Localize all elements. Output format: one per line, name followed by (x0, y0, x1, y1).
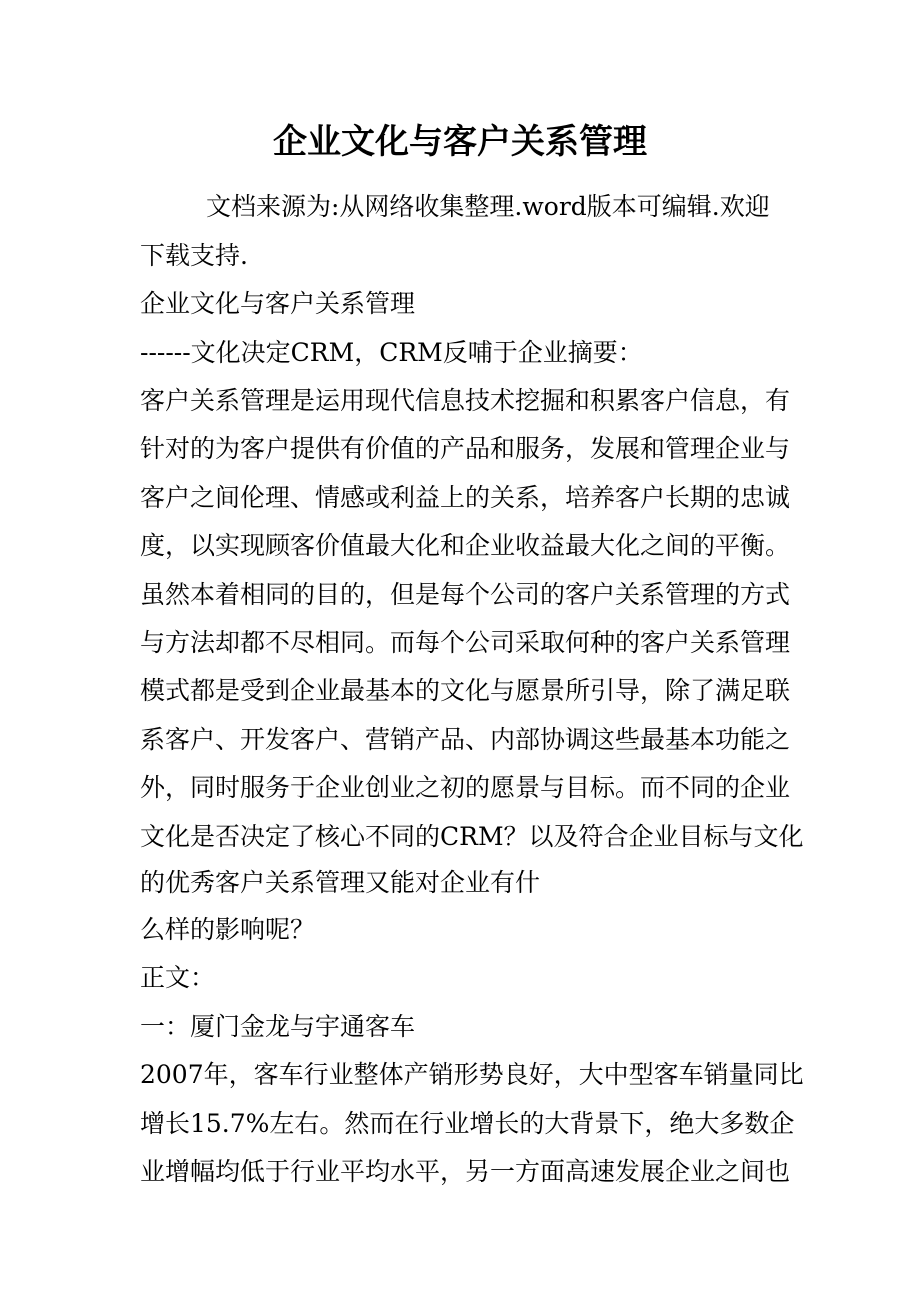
body-line: 增长15.7%左右。然而在行业增长的大背景下，绝大多数企 (140, 1109, 795, 1138)
body-line: 针对的为客户提供有价值的产品和服务，发展和管理企业与 (140, 434, 791, 463)
body-line: 么样的影响呢？ (140, 915, 316, 944)
body-line: 模式都是受到企业最基本的文化与愿景所引导，除了满足联 (140, 676, 791, 705)
document-title: 企业文化与客户关系管理 (273, 122, 647, 162)
body-line: 客户关系管理是运用现代信息技术挖掘和积累客户信息，有 (140, 386, 791, 415)
subtitle-line: 企业文化与客户关系管理 (140, 289, 416, 318)
source-note-line-2: 下载支持. (140, 241, 248, 270)
body-line: 业增幅均低于行业平均水平，另一方面高速发展企业之间也 (140, 1157, 791, 1186)
body-line: 客户之间伦理、情感或利益上的关系，培养客户长期的忠诚 (140, 483, 791, 512)
body-line: 与方法却都不尽相同。而每个公司采取何种的客户关系管理 (140, 628, 791, 657)
section-heading: 一：厦门金龙与宇通客车 (140, 1012, 416, 1041)
body-line: 系客户、开发客户、营销产品、内部协调这些最基本功能之 (140, 725, 791, 754)
body-line: 文化是否决定了核心不同的CRM？以及符合企业目标与文化 (140, 822, 804, 851)
abstract-heading: ------文化决定CRM，CRM反哺于企业摘要： (140, 338, 643, 367)
body-line: 外，同时服务于企业创业之初的愿景与目标。而不同的企业 (140, 773, 791, 802)
main-text-heading: 正文： (140, 963, 216, 992)
body-line: 度，以实现顾客价值最大化和企业收益最大化之间的平衡。 (140, 531, 791, 560)
source-note-line-1: 文档来源为:从网络收集整理.word版本可编辑.欢迎 (206, 192, 770, 221)
body-line: 虽然本着相同的目的，但是每个公司的客户关系管理的方式 (140, 580, 791, 609)
body-line: 的优秀客户关系管理又能对企业有什 (140, 868, 541, 897)
body-line: 2007年，客车行业整体产销形势良好，大中型客车销量同比 (140, 1060, 804, 1089)
